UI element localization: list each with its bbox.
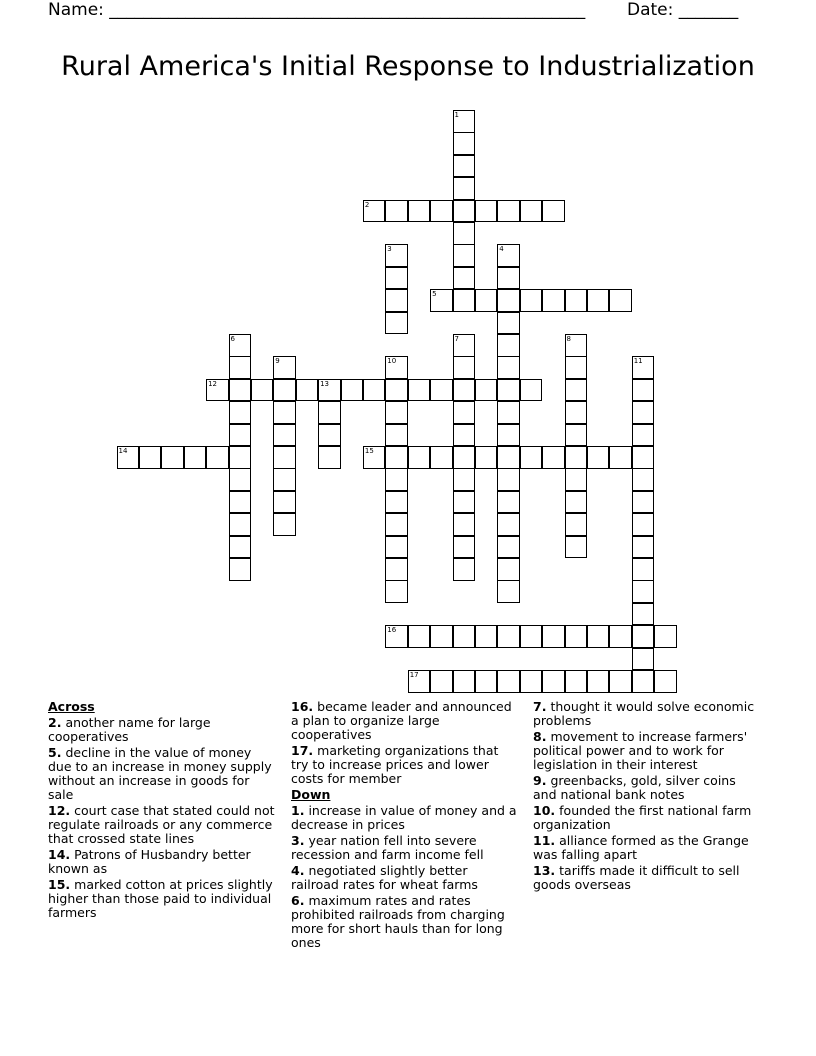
cell-number: 8 (566, 335, 571, 343)
crossword-cell[interactable] (184, 446, 207, 469)
cell-number: 10 (387, 357, 397, 366)
clue-text: thought it would solve economic problems (533, 699, 755, 728)
cell-number: 16 (387, 626, 397, 635)
clue-down-13 (533, 864, 763, 892)
crossword-cell[interactable] (497, 625, 520, 648)
crossword-cell[interactable] (453, 670, 476, 693)
crossword-cell[interactable] (229, 558, 252, 581)
crossword-cell[interactable] (385, 580, 408, 603)
cell-number: 12 (208, 379, 218, 388)
clue-across-12 (48, 804, 278, 846)
crossword-cell[interactable] (520, 625, 543, 648)
crossword-cell[interactable] (542, 446, 565, 469)
crossword-cell[interactable] (229, 491, 252, 514)
crossword-cell[interactable] (408, 446, 431, 469)
clue-across-15 (48, 878, 278, 920)
crossword-cell[interactable] (565, 356, 588, 379)
crossword-cell[interactable] (632, 536, 655, 559)
crossword-cell[interactable] (453, 401, 476, 424)
cell-number: 5 (432, 290, 437, 299)
crossword-cell[interactable] (273, 356, 296, 379)
crossword-cell[interactable] (229, 468, 252, 491)
crossword-cell[interactable] (408, 670, 431, 693)
crossword-cell[interactable] (385, 289, 408, 312)
crossword-cell[interactable] (520, 289, 543, 312)
crossword-cell[interactable] (609, 446, 632, 469)
crossword-cell[interactable] (273, 491, 296, 514)
crossword-cell[interactable] (229, 379, 252, 402)
clue-number: 12. (48, 803, 71, 818)
crossword-cell[interactable] (520, 446, 543, 469)
crossword-cell[interactable] (206, 379, 229, 402)
crossword-cell[interactable] (385, 468, 408, 491)
clue-text: founded the first national farm organization (533, 803, 752, 832)
crossword-cell[interactable] (542, 289, 565, 312)
clue-text: Patrons of Husbandry better known as (48, 847, 251, 876)
clue-number: 1. (291, 803, 305, 818)
crossword-cell[interactable] (453, 132, 476, 155)
crossword-cell[interactable] (654, 670, 677, 693)
crossword-cell[interactable] (475, 200, 498, 223)
crossword-cell[interactable] (497, 468, 520, 491)
crossword-cell[interactable] (497, 670, 520, 693)
crossword-cell[interactable] (632, 648, 655, 671)
crossword-cell[interactable] (497, 424, 520, 447)
crossword-cell[interactable] (632, 468, 655, 491)
crossword-cell[interactable] (229, 536, 252, 559)
crossword-cell[interactable] (497, 513, 520, 536)
crossword-cell[interactable] (363, 446, 386, 469)
clue-across-5 (48, 746, 278, 802)
crossword-cell[interactable] (273, 446, 296, 469)
crossword-cell[interactable] (385, 200, 408, 223)
crossword-cell[interactable] (363, 200, 386, 223)
crossword-cell[interactable] (497, 401, 520, 424)
crossword-cell[interactable] (587, 670, 610, 693)
crossword-cell[interactable] (318, 401, 341, 424)
clue-text: increase in value of money and a decrease in prices (291, 803, 517, 832)
cell-number: 14 (118, 447, 128, 455)
crossword-cell[interactable] (273, 513, 296, 536)
crossword-cell[interactable] (385, 558, 408, 581)
crossword-cell[interactable] (497, 200, 520, 223)
crossword-cell[interactable] (609, 625, 632, 648)
crossword-cell[interactable] (632, 356, 655, 379)
clue-number: 14. (48, 847, 71, 862)
crossword-cell[interactable] (565, 536, 588, 559)
clue-number: 11. (533, 833, 556, 848)
crossword-cell[interactable] (453, 513, 476, 536)
crossword-cell[interactable] (497, 356, 520, 379)
crossword-cell[interactable] (385, 446, 408, 469)
crossword-cell[interactable] (520, 670, 543, 693)
clue-number: 7. (533, 699, 547, 714)
cell-number: 13 (320, 379, 330, 388)
cell-number: 9 (275, 357, 280, 366)
clue-down-1 (291, 804, 519, 832)
crossword-cell[interactable] (341, 379, 364, 402)
crossword-cell[interactable] (453, 244, 476, 267)
crossword-cell[interactable] (408, 625, 431, 648)
crossword-cell[interactable] (251, 379, 274, 402)
clue-text: marked cotton at prices slightly higher than those paid to individual farmers (48, 877, 273, 920)
cell-number: 1 (454, 111, 459, 119)
clue-text: marketing organizations that try to increase prices and lower costs for member (291, 743, 499, 786)
crossword-cell[interactable] (453, 536, 476, 559)
clue-down-9 (533, 774, 763, 802)
crossword-cell[interactable] (408, 200, 431, 223)
clue-number: 16. (291, 699, 314, 714)
crossword-cell[interactable] (609, 289, 632, 312)
crossword-cell[interactable] (565, 446, 588, 469)
clues-column-2 (291, 700, 519, 952)
crossword-cell[interactable] (453, 222, 476, 245)
cell-number: 15 (364, 447, 374, 455)
clue-down-7 (533, 700, 763, 728)
crossword-cell[interactable] (206, 446, 229, 469)
clue-text: court case that stated could not regulate railroads or any commerce that crossed state lines (48, 803, 275, 846)
crossword-cell[interactable] (520, 200, 543, 223)
clue-number: 10. (533, 803, 556, 818)
crossword-cell[interactable] (632, 558, 655, 581)
crossword-cell[interactable] (565, 513, 588, 536)
crossword-cell[interactable] (632, 446, 655, 469)
crossword-cell[interactable] (497, 334, 520, 357)
crossword-cell[interactable] (497, 312, 520, 335)
clue-text: alliance formed as the Grange was falling apart (533, 833, 749, 862)
crossword-cell[interactable] (318, 424, 341, 447)
crossword-cell[interactable] (385, 401, 408, 424)
crossword-cell[interactable] (139, 446, 162, 469)
clue-number: 9. (533, 773, 547, 788)
clues-column-3 (533, 700, 763, 894)
date-field-label: Date: _______ (627, 0, 739, 20)
cell-number: 2 (364, 200, 370, 209)
clue-number: 13. (533, 863, 556, 878)
clue-text: negotiated slightly better railroad rates for wheat farms (291, 863, 478, 892)
crossword-cell[interactable] (497, 289, 520, 312)
crossword-cell[interactable] (453, 110, 476, 133)
crossword-cell[interactable] (453, 625, 476, 648)
crossword-cell[interactable] (363, 379, 386, 402)
crossword-cell[interactable] (318, 446, 341, 469)
crossword-cell[interactable] (273, 468, 296, 491)
crossword-cell[interactable] (430, 289, 453, 312)
crossword-cell[interactable] (229, 424, 252, 447)
crossword-cell[interactable] (453, 177, 476, 200)
crossword-cell[interactable] (497, 446, 520, 469)
clue-down-4 (291, 864, 519, 892)
clue-text: tariffs made it difficult to sell goods overseas (533, 863, 740, 892)
crossword-cell[interactable] (497, 491, 520, 514)
crossword-cell[interactable] (632, 513, 655, 536)
crossword-cell[interactable] (385, 379, 408, 402)
clue-down-3 (291, 834, 519, 862)
crossword-cell[interactable] (229, 356, 252, 379)
crossword-cell[interactable] (385, 356, 408, 379)
crossword-cell[interactable] (497, 379, 520, 402)
crossword-cell[interactable] (475, 446, 498, 469)
crossword-cell[interactable] (453, 356, 476, 379)
crossword-cell[interactable] (497, 267, 520, 290)
crossword-cell[interactable] (229, 401, 252, 424)
crossword-cell[interactable] (385, 312, 408, 335)
clue-across-16 (291, 700, 519, 742)
crossword-cell[interactable] (475, 670, 498, 693)
clues-column-1 (48, 700, 278, 922)
crossword-cell[interactable] (385, 536, 408, 559)
crossword-cell[interactable] (565, 289, 588, 312)
crossword-cell[interactable] (453, 558, 476, 581)
crossword-cell[interactable] (318, 379, 341, 402)
clue-text: became leader and announced a plan to organize large cooperatives (291, 699, 512, 742)
cell-number: 11 (633, 357, 643, 366)
crossword-cell[interactable] (654, 625, 677, 648)
crossword-cell[interactable] (520, 379, 543, 402)
clue-text: decline in the value of money due to an increase in money supply without an increase in goods for sale (48, 745, 272, 802)
crossword-cell[interactable] (587, 446, 610, 469)
cell-number: 3 (387, 245, 392, 254)
crossword-cell[interactable] (385, 491, 408, 514)
clue-number: 17. (291, 743, 314, 758)
name-field-label: Name: ________________________________________________________ (48, 0, 586, 20)
crossword-cell[interactable] (408, 379, 431, 402)
crossword-cell[interactable] (296, 379, 319, 402)
crossword-cell[interactable] (430, 379, 453, 402)
crossword-cell[interactable] (117, 446, 140, 469)
crossword-cell[interactable] (453, 334, 476, 357)
cell-number: 6 (230, 335, 235, 343)
crossword-cell[interactable] (497, 536, 520, 559)
clue-number: 4. (291, 863, 305, 878)
crossword-cell[interactable] (453, 200, 476, 223)
crossword-cell[interactable] (565, 625, 588, 648)
crossword-cell[interactable] (565, 670, 588, 693)
crossword-cell[interactable] (273, 379, 296, 402)
page-title: Rural America's Initial Response to Industrialization (61, 51, 755, 82)
clue-number: 3. (291, 833, 305, 848)
crossword-cell[interactable] (587, 625, 610, 648)
crossword-cell[interactable] (453, 491, 476, 514)
clue-number: 5. (48, 745, 62, 760)
crossword-cell[interactable] (229, 446, 252, 469)
crossword-cell[interactable] (565, 468, 588, 491)
crossword-cell[interactable] (229, 334, 252, 357)
clue-text: another name for large cooperatives (48, 715, 211, 744)
crossword-cell[interactable] (632, 580, 655, 603)
crossword-cell[interactable] (430, 670, 453, 693)
clue-down-10 (533, 804, 763, 832)
crossword-cell[interactable] (385, 244, 408, 267)
clue-across-2 (48, 716, 278, 744)
crossword-cell[interactable] (385, 267, 408, 290)
crossword-cell[interactable] (565, 491, 588, 514)
crossword-cell[interactable] (632, 670, 655, 693)
crossword-cell[interactable] (385, 513, 408, 536)
crossword-cell[interactable] (632, 401, 655, 424)
crossword-cell[interactable] (430, 200, 453, 223)
cell-number: 17 (409, 671, 419, 679)
crossword-cell[interactable] (475, 379, 498, 402)
crossword-cell[interactable] (273, 424, 296, 447)
crossword-cell[interactable] (587, 289, 610, 312)
crossword-cell[interactable] (453, 468, 476, 491)
crossword-cell[interactable] (565, 401, 588, 424)
crossword-cell[interactable] (497, 244, 520, 267)
crossword-cell[interactable] (385, 424, 408, 447)
clue-text: maximum rates and rates prohibited railroads from charging more for short hauls than for long ones (291, 893, 505, 950)
crossword-cell[interactable] (632, 603, 655, 626)
clue-number: 6. (291, 893, 305, 908)
crossword-cell[interactable] (565, 379, 588, 402)
clue-down-11 (533, 834, 763, 862)
crossword-cell[interactable] (453, 155, 476, 178)
clue-number: 15. (48, 877, 71, 892)
clue-across-14 (48, 848, 278, 876)
crossword-cell[interactable] (542, 200, 565, 223)
crossword-cell[interactable] (453, 379, 476, 402)
crossword-cell[interactable] (632, 491, 655, 514)
clue-down-8 (533, 730, 763, 772)
crossword-cell[interactable] (632, 379, 655, 402)
crossword-cell[interactable] (497, 558, 520, 581)
crossword-cell[interactable] (273, 401, 296, 424)
crossword-cell[interactable] (430, 625, 453, 648)
clue-text: greenbacks, gold, silver coins and national bank notes (533, 773, 736, 802)
crossword-cell[interactable] (453, 424, 476, 447)
crossword-cell[interactable] (475, 289, 498, 312)
clue-down-6 (291, 894, 519, 950)
crossword-cell[interactable] (497, 580, 520, 603)
crossword-cell[interactable] (542, 625, 565, 648)
crossword-cell[interactable] (385, 625, 408, 648)
clue-across-17 (291, 744, 519, 786)
crossword-cell[interactable] (453, 289, 476, 312)
crossword-cell[interactable] (475, 625, 498, 648)
crossword-cell[interactable] (453, 446, 476, 469)
crossword-cell[interactable] (453, 267, 476, 290)
crossword-cell[interactable] (229, 513, 252, 536)
crossword-cell[interactable] (609, 670, 632, 693)
crossword-cell[interactable] (632, 625, 655, 648)
down-heading: Down (291, 787, 331, 802)
clue-text: movement to increase farmers' political power and to work for legislation in their interest (533, 729, 748, 772)
crossword-cell[interactable] (430, 446, 453, 469)
cell-number: 4 (499, 245, 504, 254)
cell-number: 7 (454, 335, 459, 343)
clue-text: year nation fell into severe recession and farm income fell (291, 833, 484, 862)
crossword-cell[interactable] (565, 424, 588, 447)
across-heading: Across (48, 699, 95, 714)
crossword-cell[interactable] (542, 670, 565, 693)
clue-number: 2. (48, 715, 62, 730)
crossword-cell[interactable] (632, 424, 655, 447)
crossword-cell[interactable] (565, 334, 588, 357)
clue-number: 8. (533, 729, 547, 744)
crossword-cell[interactable] (161, 446, 184, 469)
